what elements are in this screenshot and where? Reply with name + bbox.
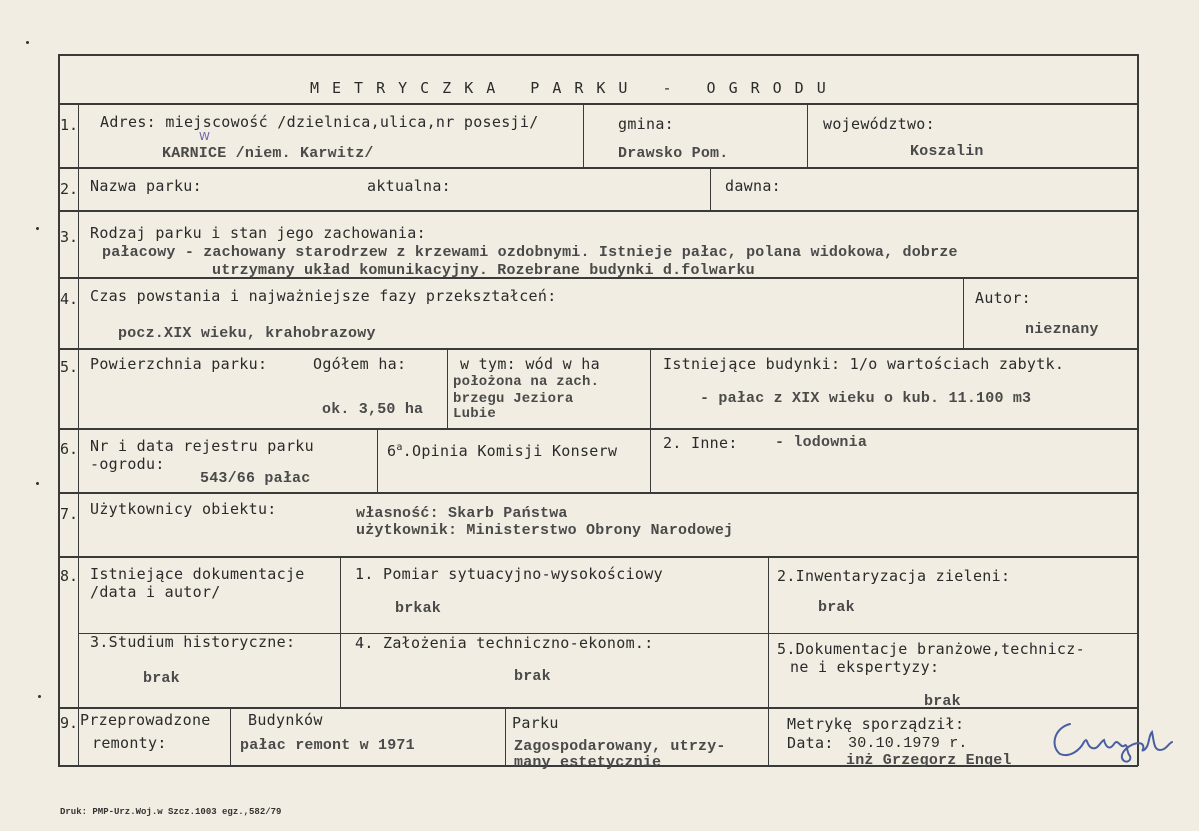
ownership-value: własność: Skarb Państwa — [356, 505, 568, 522]
row-number-9: 9. — [60, 714, 79, 732]
opinion-sup: a — [396, 442, 403, 453]
origin-label: Czas powstania i najważniejsze fazy przekształceń: — [90, 287, 557, 305]
total-area-value: ok. 3,50 ha — [322, 401, 424, 418]
industry-docs-label-2: ne i ekspertyzy: — [790, 658, 940, 676]
margin-dot — [38, 695, 41, 698]
buildings-repairs-value: pałac remont w 1971 — [240, 737, 415, 754]
water-area-line-2: brzegu Jeziora — [453, 391, 574, 407]
cell-divider — [230, 708, 231, 766]
row-number-4: 4. — [60, 290, 79, 308]
row-number-1: 1. — [60, 116, 79, 134]
survey-label: 1. Pomiar sytuacyjno-wysokościowy — [355, 565, 663, 583]
gmina-label: gmina: — [618, 115, 674, 133]
cell-divider — [710, 168, 711, 210]
gmina-value: Drawsko Pom. — [618, 145, 729, 162]
current-name-label: aktualna: — [367, 177, 451, 195]
cell-divider — [768, 708, 769, 766]
cell-divider — [768, 557, 769, 707]
park-type-label: Rodzaj parku i stan jego zachowania: — [90, 224, 426, 242]
water-area-line-3: Lubie — [453, 406, 497, 422]
prepared-by-label: Metrykę sporządził: — [787, 715, 965, 733]
address-label: Adres: miejscowość /dzielnica,ulica,nr posesji/ — [100, 113, 539, 131]
frame-top — [58, 54, 1138, 56]
row-divider — [58, 348, 1138, 350]
register-label-2: -ogrodu: — [90, 455, 165, 473]
cell-divider — [505, 708, 506, 766]
other-value: - lodownia — [775, 434, 868, 451]
row-divider — [58, 707, 1138, 709]
greenery-inventory-value: brak — [818, 599, 855, 616]
row-divider — [58, 556, 1138, 558]
margin-dot — [36, 227, 39, 230]
frame-left — [58, 54, 60, 766]
row-number-7: 7. — [60, 505, 79, 523]
repairs-label: Przeprowadzone — [80, 711, 211, 729]
date-value: 30.10.1979 r. — [848, 735, 968, 752]
margin-dot — [36, 482, 39, 485]
row-divider — [58, 492, 1138, 494]
water-area-label: w tym: wód w ha — [460, 355, 600, 373]
frame-right — [1137, 54, 1139, 766]
cell-divider — [447, 349, 448, 428]
park-repairs-value: Zagospodarowany, utrzy- — [514, 738, 726, 755]
park-repairs-value-2: many estetycznie — [514, 754, 662, 771]
address-correction: W — [199, 130, 211, 143]
signature — [1040, 706, 1180, 768]
users-label: Użytkownicy obiektu: — [90, 500, 277, 518]
park-type-line-1: pałacowy - zachowany starodrzew z krzewami ozdobnymi. Istnieje pałac, polana widokowa, dobrze — [102, 244, 958, 261]
user-value: użytkownik: Ministerstwo Obrony Narodowej — [356, 522, 734, 539]
historical-study-label: 3.Studium historyczne: — [90, 633, 296, 651]
survey-value: brkak — [395, 600, 442, 617]
other-label: 2. Inne: — [663, 434, 738, 452]
number-column-divider — [78, 104, 79, 766]
address-value: KARNICE /niem. Karwitz/ — [162, 145, 374, 162]
margin-dot — [26, 41, 29, 44]
water-area-line-1: położona na zach. — [453, 374, 600, 390]
row-divider — [58, 210, 1138, 212]
cell-divider — [650, 349, 651, 428]
opinion-num: 6 — [387, 442, 397, 460]
cell-divider — [340, 557, 341, 707]
total-area-label: Ogółem ha: — [313, 355, 407, 373]
repairs-label-2: remonty: — [92, 734, 167, 752]
cell-divider — [650, 429, 651, 492]
author-value: nieznany — [1025, 321, 1099, 338]
technical-assumptions-label: 4. Założenia techniczno-ekonom.: — [355, 634, 654, 652]
cell-divider — [377, 429, 378, 492]
documentation-label: Istniejące dokumentacje — [90, 565, 305, 583]
former-name-label: dawna: — [725, 177, 781, 195]
register-value: 543/66 pałac — [200, 470, 311, 487]
park-repairs-label: Parku — [512, 714, 559, 732]
greenery-inventory-label: 2.Inwentaryzacja zieleni: — [777, 567, 1011, 585]
park-name-label: Nazwa parku: — [90, 177, 202, 195]
historical-study-value: brak — [143, 670, 180, 687]
buildings-repairs-label: Budynków — [248, 711, 323, 729]
cell-divider — [963, 278, 964, 348]
cell-divider — [807, 104, 808, 167]
technical-assumptions-value: brak — [514, 668, 551, 685]
prepared-by-value: inż Grzegorz Engel — [846, 752, 1012, 769]
row-number-2: 2. — [60, 180, 79, 198]
register-label: Nr i data rejestru parku — [90, 437, 314, 455]
opinion-number — [387, 442, 617, 460]
row-number-5: 5. — [60, 358, 79, 376]
opinion-label: .Opinia Komisji Konserw — [402, 442, 618, 460]
print-footer: Druk: PMP-Urz.Woj.w Szcz.1003 egz.,582/79 — [60, 807, 282, 817]
row-number-8: 8. — [60, 567, 79, 585]
row-number-3: 3. — [60, 228, 79, 246]
date-label: Data: — [787, 734, 834, 752]
park-type-line-2: utrzymany układ komunikacyjny. Rozebrane budynki d.folwarku — [212, 262, 755, 279]
documentation-label-2: /data i autor/ — [90, 583, 221, 601]
author-label: Autor: — [975, 289, 1031, 307]
industry-docs-label: 5.Dokumentacje branżowe,technicz- — [777, 640, 1085, 658]
row-number-6: 6. — [60, 440, 79, 458]
page-title: METRYCZKA PARKU - OGRODU — [310, 79, 839, 97]
area-label: Powierzchnia parku: — [90, 355, 268, 373]
voivodeship-label: województwo: — [823, 115, 935, 133]
row-divider — [58, 428, 1138, 430]
row-divider — [58, 167, 1138, 169]
cell-divider — [583, 104, 584, 167]
industry-docs-value: brak — [924, 693, 961, 710]
buildings-value: - pałac z XIX wieku o kub. 11.100 m3 — [700, 390, 1032, 407]
row-divider — [58, 103, 1138, 105]
origin-value: pocz.XIX wieku, krahobrazowy — [118, 325, 376, 342]
buildings-label: Istniejące budynki: 1/o wartościach zabytk. — [663, 355, 1065, 373]
voivodeship-value: Koszalin — [910, 143, 984, 160]
